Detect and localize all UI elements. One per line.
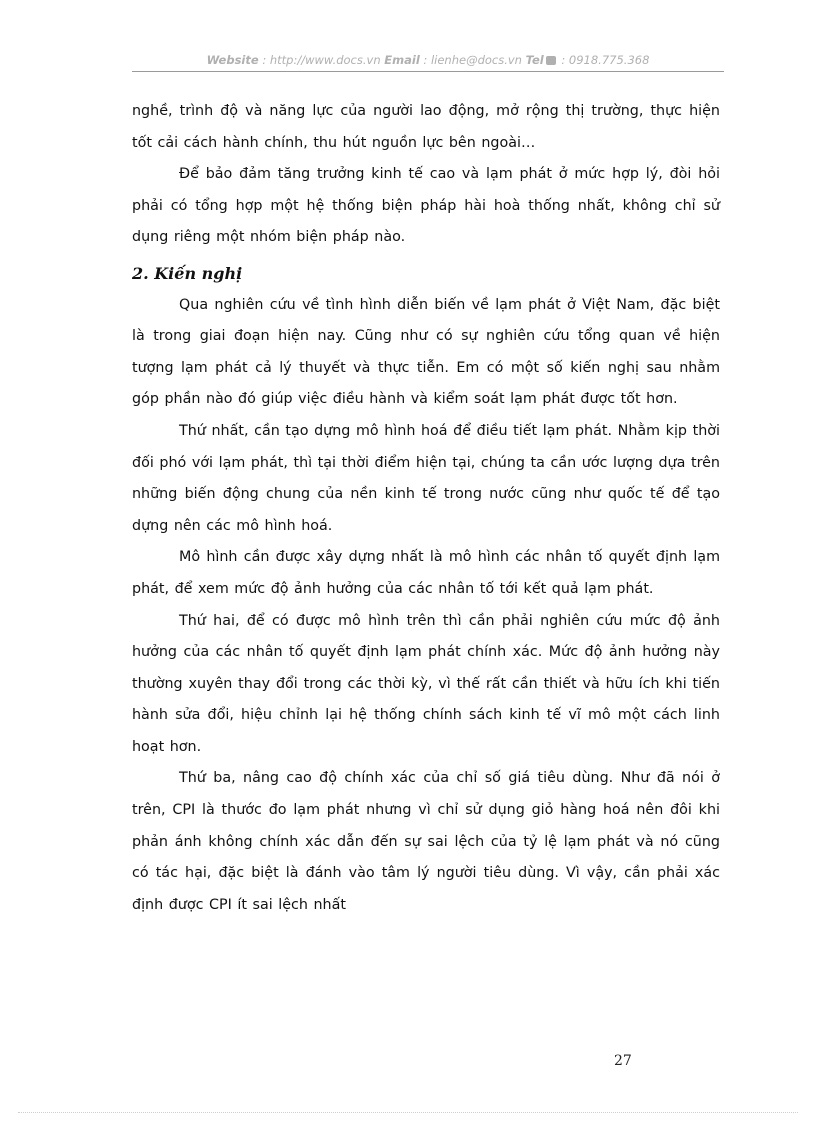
paragraph-second-recommendation: Thứ hai, để có được mô hình trên thì cần phải nghiên cứu mức độ ảnh hưởng của các nhân tố quyết định lạm phát chính xác. Mức độ ảnh hưởng này thường xuyên thay đổi trong các thời kỳ, vì thế rất cần thiết và hữu ích khi tiến hành sửa đổi, hiệu chỉnh lại hệ thống chính sách kinh tế vĩ mô một cách linh hoạt hơn. — [132, 612, 720, 755]
website-label: Website — [206, 53, 259, 67]
section-heading: 2. Kiến nghị — [132, 263, 243, 283]
paragraph-third-recommendation: Thứ ba, nâng cao độ chính xác của chỉ số giá tiêu dùng. Như đã nói ở trên, CPI là thước đo lạm phát nhưng vì chỉ sử dụng giỏ hàng hoá nên đôi khi phản ánh không chính xác dẫn đến sự sai lệch của tỷ lệ lạm phát và nó cũng có tác hại, đặc biệt là đánh vào tâm lý người tiêu dùng. Vì vậy, cần phải xác định được CPI ít sai lệch nhất — [132, 770, 720, 913]
footer-divider — [18, 1112, 798, 1113]
paragraph-model: Mô hình cần được xây dựng nhất là mô hình các nhân tố quyết định lạm phát, để xem mức độ ảnh hưởng của các nhân tố tới kết quả lạm phát. — [132, 549, 720, 597]
document-body — [132, 96, 720, 921]
email-label: Email — [384, 53, 420, 67]
paragraph-continued: nghề, trình độ và năng lực của người lao động, mở rộng thị trường, thực hiện tốt cải cách hành chính, thu hút nguồn lực bên ngoài… — [132, 103, 720, 151]
website-value: : http://www.docs.vn — [258, 53, 385, 67]
paragraph-recommendations-intro: Qua nghiên cứu về tình hình diễn biến về lạm phát ở Việt Nam, đặc biệt là trong giai đoạn hiện nay. Cũng như có sự nghiên cứu tổng quan về hiện tượng lạm phát cả lý thuyết và thực tiễn. Em có một số kiến nghị sau nhằm góp phần nào đó giúp việc điều hành và kiểm soát lạm phát được tốt hơn. — [132, 296, 720, 408]
paragraph-first-recommendation: Thứ nhất, cần tạo dựng mô hình hoá để điều tiết lạm phát. Nhằm kịp thời đối phó với lạm phát, thì tại thời điểm hiện tại, chúng ta cần ước lượng dựa trên những biến động chung của nền kinh tế trong nước cũng như quốc tế để tạo dựng nên các mô hình hoá. — [132, 422, 720, 534]
email-value: : lienhe@docs.vn — [419, 53, 526, 67]
tel-value: : 0918.775.368 — [557, 53, 650, 67]
page-header — [132, 51, 724, 72]
tel-label: Tel — [525, 53, 544, 67]
phone-icon — [546, 56, 556, 65]
paragraph-inflation-measures: Để bảo đảm tăng trưởng kinh tế cao và lạm phát ở mức hợp lý, đòi hỏi phải có tổng hợp một hệ thống biện pháp hài hoà thống nhất, không chỉ sử dụng riêng một nhóm biện pháp nào. — [132, 166, 720, 246]
page-number: 27 — [614, 1053, 632, 1069]
